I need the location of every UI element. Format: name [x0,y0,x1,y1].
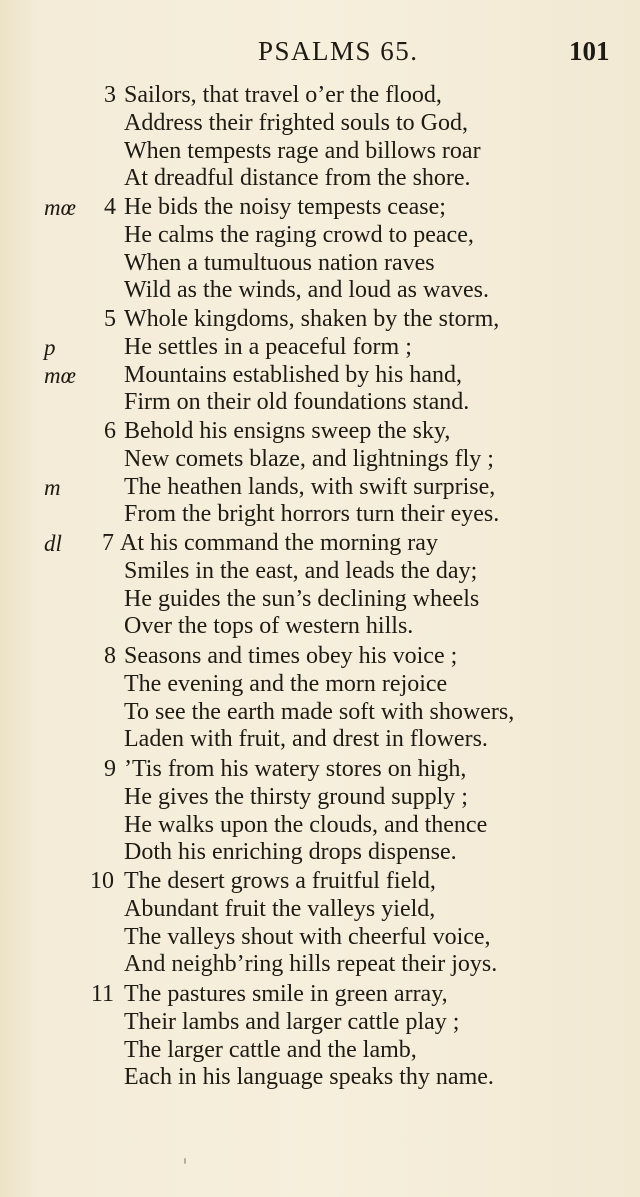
verse-number: 11 [90,981,114,1007]
verse-text: To see the earth made soft with showers, [124,698,515,725]
verse-text: He calms the raging crowd to peace, [124,221,474,248]
verse-line [0,138,640,166]
verse-line [0,643,640,671]
dynamic-mark: m [44,474,61,500]
verse-line [0,446,640,474]
verse-text: Seasons and times obey his voice ; [124,643,458,669]
verse-line [0,334,640,362]
verse-text: He settles in a peaceful form ; [124,333,412,360]
verse-text: And neighb’ring hills repeat their joys. [124,951,498,978]
stanza-11 [0,981,640,1092]
verse-line [0,418,640,446]
verse-number: 3 [104,82,116,108]
verse-text: At his command the morning ray [120,530,438,556]
verse-line [0,981,640,1009]
verse-line [0,613,640,641]
verse-line [0,1064,640,1092]
paper-speck [184,1158,186,1164]
verse-text: The heathen lands, with swift surprise, [124,473,496,500]
verse-line [0,726,640,754]
verse-line [0,222,640,250]
verse-text: Mountains established by his hand, [124,361,462,388]
verse-text: ’Tis from his watery stores on high, [124,756,467,782]
stanza-4 [0,194,640,305]
verse-text: Firm on their old foundations stand. [124,389,470,416]
verse-text: New comets blaze, and lightnings fly ; [124,445,494,472]
verse-line [0,501,640,529]
verse-line [0,1009,640,1037]
verse-text: Smiles in the east, and leads the day; [124,557,478,584]
verse-text: Laden with fruit, and drest in flowers. [124,726,488,753]
stanza-3 [0,82,640,193]
verse-line [0,558,640,586]
running-title: PSALMS 65. [258,36,419,66]
dynamic-mark: mœ [44,195,76,220]
verse-line [0,756,640,784]
verse-text: The desert grows a fruitful field, [124,868,436,894]
verse-number: 4 [104,194,116,220]
verse-line [0,165,640,193]
verse-line [0,530,640,558]
verse-line [0,951,640,979]
verse-number: 10 [90,868,114,894]
verse-line [0,389,640,417]
verse-text: The pastures smile in green array, [124,981,448,1007]
verse-text: When tempests rage and billows roar [124,137,481,164]
verse-text: From the bright horrors turn their eyes. [124,501,500,528]
verse-text: Each in his language speaks thy name. [124,1064,494,1091]
verse-number: 7 [102,530,114,556]
verse-line [0,896,640,924]
verse-text: When a tumultuous nation raves [124,249,435,276]
stanza-9 [0,756,640,867]
verse-line [0,924,640,952]
stanza-8 [0,643,640,754]
stanza-6 [0,418,640,529]
verse-text: He walks upon the clouds, and thence [124,811,488,838]
verse-text: Doth his enriching drops dispense. [124,839,457,866]
verse-text: He gives the thirsty ground supply ; [124,783,468,810]
verse-text: Address their frighted souls to God, [124,109,468,136]
verse-line [0,586,640,614]
verse-line [0,277,640,305]
page-number: 101 [569,36,610,66]
verse-line [0,474,640,502]
verse-text: At dreadful distance from the shore. [124,165,471,192]
verse-number: 8 [104,643,116,669]
verse-line [0,362,640,390]
verse-line [0,250,640,278]
verse-text: The valleys shout with cheerful voice, [124,923,491,950]
verse-text: He guides the sun’s declining wheels [124,585,480,612]
verse-line [0,306,640,334]
verse-text: Sailors, that travel o’er the flood, [124,82,442,108]
verse-text: Whole kingdoms, shaken by the storm, [124,306,500,332]
verse-line [0,784,640,812]
verse-text: Abundant fruit the valleys yield, [124,895,436,922]
verse-number: 9 [104,756,116,782]
verse-line [0,699,640,727]
verse-text: He bids the noisy tempests cease; [124,194,446,220]
verse-text: Over the tops of western hills. [124,613,414,640]
dynamic-mark: p [44,334,56,360]
verse-text: Wild as the winds, and loud as waves. [124,277,489,304]
verse-line [0,194,640,222]
stanza-5 [0,306,640,417]
verse-number: 5 [104,306,116,332]
verse-line [0,671,640,699]
verse-text: The evening and the morn rejoice [124,670,448,697]
dynamic-mark: mœ [44,362,76,388]
verse-line [0,82,640,110]
stanza-7 [0,530,640,641]
stanza-10 [0,868,640,979]
verse-text: Their lambs and larger cattle play ; [124,1008,460,1035]
verse-text: The larger cattle and the lamb, [124,1036,417,1063]
page-header [0,36,640,76]
verse-line [0,839,640,867]
verse-line [0,110,640,138]
verse-line [0,1037,640,1065]
verse-line [0,812,640,840]
verse-text: Behold his ensigns sweep the sky, [124,418,451,444]
verse-line [0,868,640,896]
dynamic-mark: dl [44,531,62,556]
verse-number: 6 [104,418,116,444]
